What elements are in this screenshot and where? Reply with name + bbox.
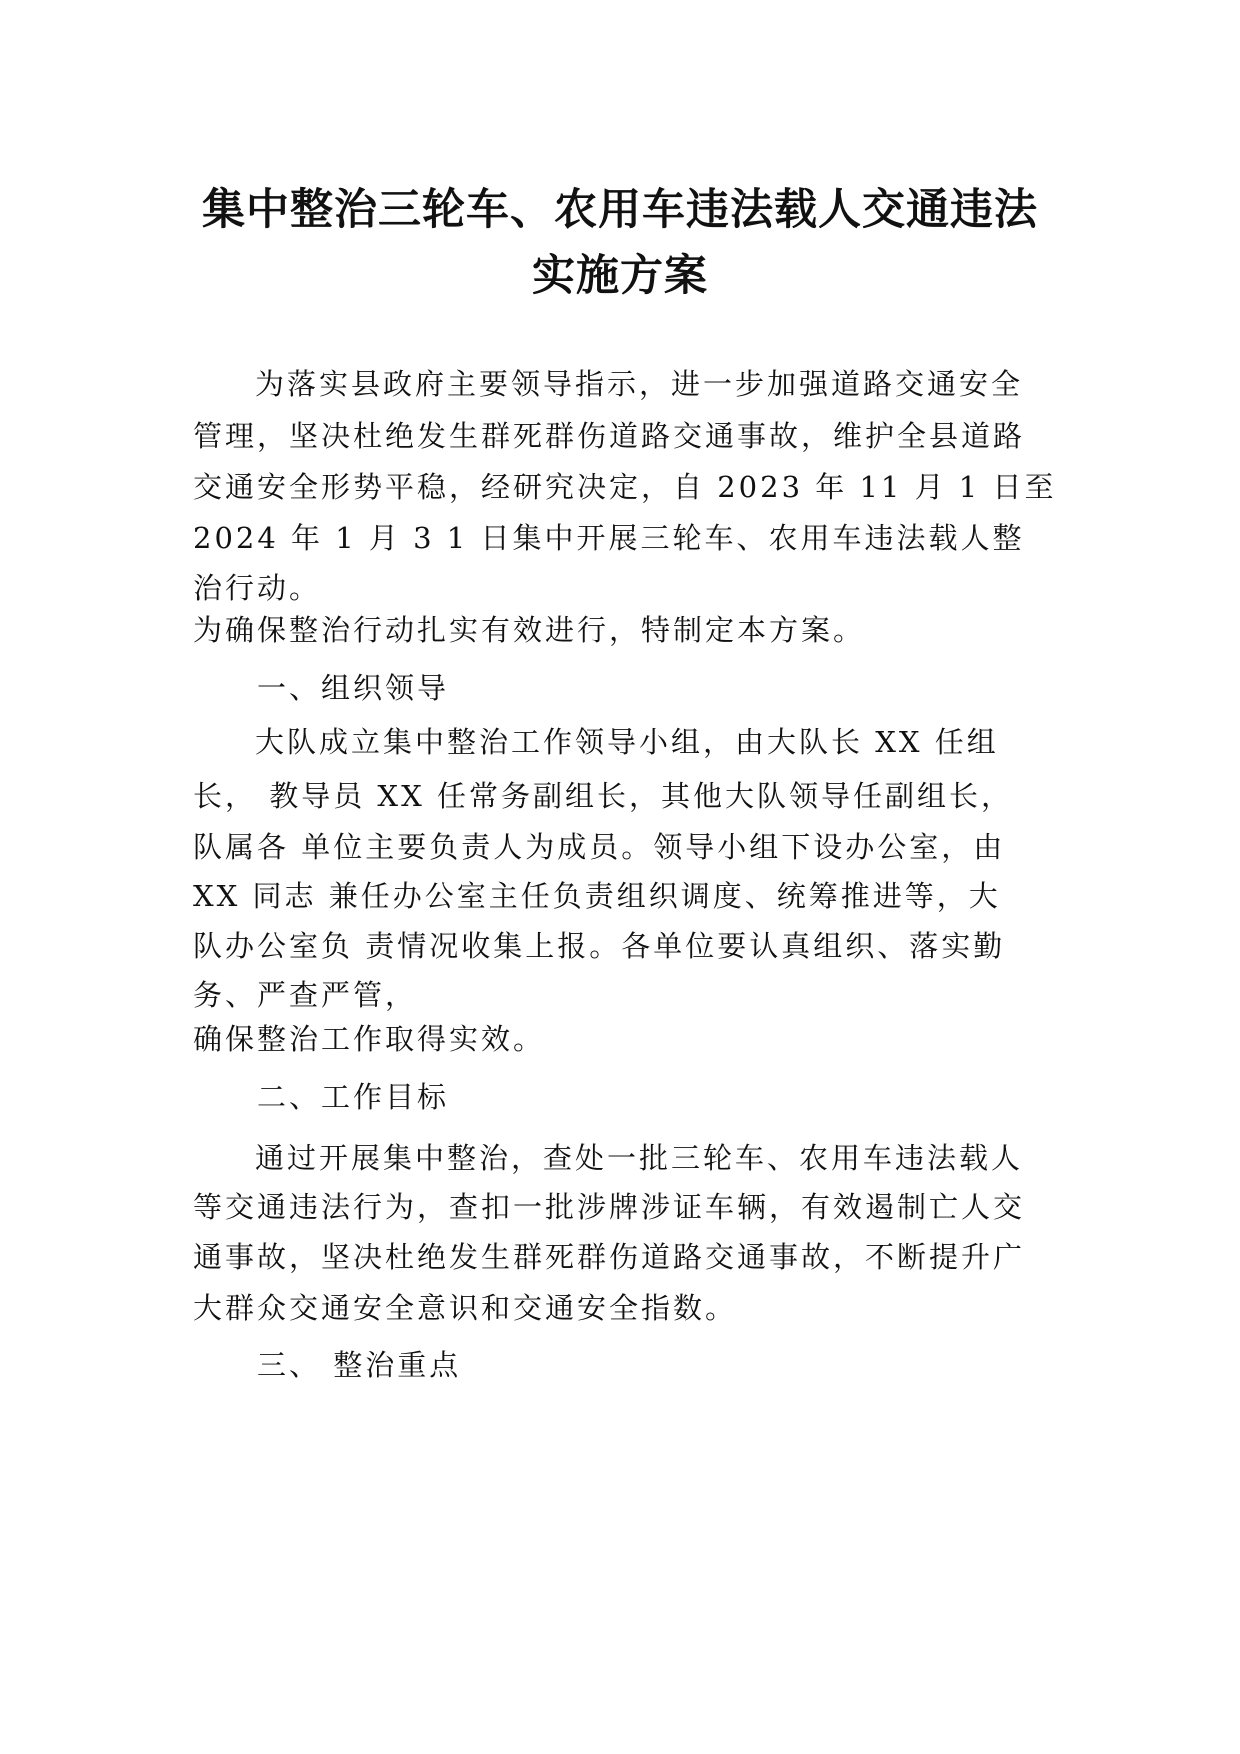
document-title-line-2: 实施方案	[532, 251, 708, 301]
body-line-10: XX 同志 兼任办公室主任负责组织调度、统筹推进等，大	[193, 879, 1001, 913]
body-line-4: 2024 年 1 月 3 1 日集中开展三轮车、农用车违法载人整	[193, 521, 1025, 555]
body-line-2: 管理，坚决杜绝发生群死群伤道路交通事故，维护全县道路	[193, 419, 1026, 453]
body-line-17: 大群众交通安全意识和交通安全指数。	[193, 1291, 738, 1325]
body-line-12: 务、严查严管，	[193, 978, 418, 1012]
body-line-1: 为落实县政府主要领导指示，进一步加强道路交通安全	[255, 367, 1024, 401]
body-line-13: 确保整治工作取得实效。	[193, 1022, 546, 1056]
body-line-8: 长， 教导员 XX 任常务副组长，其他大队领导任副组长，	[193, 779, 1013, 813]
body-line-6: 为确保整治行动扎实有效进行，特制定本方案。	[193, 613, 866, 647]
body-line-9: 队属各 单位主要负责人为成员。领导小组下设办公室，由	[193, 830, 1006, 864]
document-title-line-1: 集中整治三轮车、农用车违法载人交通违法	[202, 185, 1038, 235]
body-line-11: 队办公室负 责情况收集上报。各单位要认真组织、落实勤	[193, 929, 1006, 963]
body-line-16: 通事故，坚决杜绝发生群死群伤道路交通事故，不断提升广	[193, 1240, 1026, 1274]
body-line-14: 通过开展集中整治，查处一批三轮车、农用车违法载人	[255, 1141, 1024, 1175]
section-heading-2: 二、工作目标	[257, 1080, 450, 1114]
body-line-7: 大队成立集中整治工作领导小组，由大队长 XX 任组	[255, 725, 999, 759]
section-heading-3: 三、 整治重点	[257, 1348, 462, 1382]
body-line-15: 等交通违法行为，查扣一批涉牌涉证车辆，有效遏制亡人交	[193, 1190, 1026, 1224]
section-heading-1: 一、组织领导	[257, 671, 450, 705]
body-line-3: 交通安全形势平稳，经研究决定，自 2023 年 11 月 1 日至	[193, 470, 1057, 504]
body-line-5: 治行动。	[193, 571, 322, 605]
